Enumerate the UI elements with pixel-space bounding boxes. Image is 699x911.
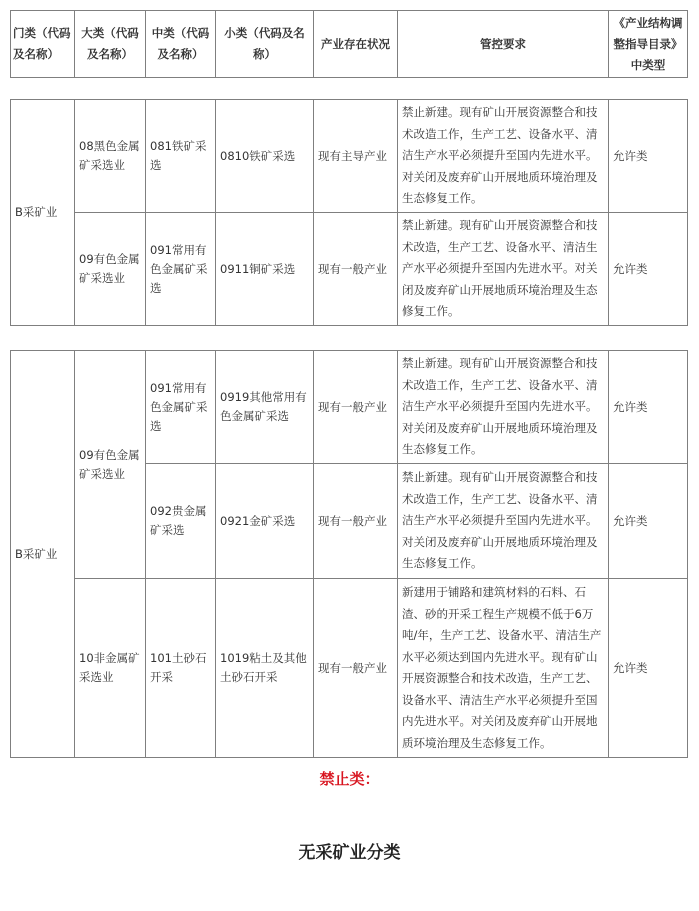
table-row [11, 579, 688, 758]
table-row [11, 213, 688, 326]
header-table [10, 10, 688, 78]
minor-class-cell: 1019粘土及其他土砂石开采 [216, 579, 314, 758]
table-row [11, 351, 688, 464]
requirement-cell: 禁止新建。现有矿山开展资源整合和技术改造工作，生产工艺、设备水平、清洁生产水平必须提升至国内先进水平。对关闭及废弃矿山开展地质环境治理及生态修复工作。 [398, 464, 609, 579]
requirement-cell: 禁止新建。现有矿山开展资源整合和技术改造工作，生产工艺、设备水平、清洁生产水平必须提升至国内先进水平。对关闭及废弃矿山开展地质环境治理及生态修复工作。 [398, 100, 609, 213]
status-cell: 现有一般产业 [314, 351, 398, 464]
forbidden-category-label: 禁止类： [319, 770, 380, 788]
major-class-cell: 08黑色金属矿采选业 [75, 100, 146, 213]
section-table-2 [10, 350, 688, 758]
catalog-type-cell: 允许类 [609, 464, 688, 579]
header-minor-class: 小类（代码及名称） [216, 11, 314, 78]
status-cell: 现有一般产业 [314, 579, 398, 758]
catalog-type-cell: 允许类 [609, 351, 688, 464]
section-table-1 [10, 99, 688, 326]
status-cell: 现有一般产业 [314, 464, 398, 579]
header-door-class: 门类（代码及名称） [11, 11, 75, 78]
header-industry-status: 产业存在状况 [314, 11, 398, 78]
requirement-cell: 禁止新建。现有矿山开展资源整合和技术改造，生产工艺、设备水平、清洁生产水平必须提升至国内先进水平。对关闭及废弃矿山开展地质环境治理及生态修复工作。 [398, 213, 609, 326]
header-catalog-type: 《产业结构调整指导目录》中类型 [609, 11, 688, 78]
door-class-cell: B采矿业 [11, 351, 75, 758]
medium-class-cell: 101土砂石开采 [146, 579, 216, 758]
minor-class-cell: 0810铁矿采选 [216, 100, 314, 213]
medium-class-cell: 092贵金属矿采选 [146, 464, 216, 579]
catalog-type-cell: 允许类 [609, 213, 688, 326]
major-class-cell: 09有色金属矿采选业 [75, 213, 146, 326]
status-cell: 现有主导产业 [314, 100, 398, 213]
medium-class-cell: 091常用有色金属矿采选 [146, 351, 216, 464]
requirement-cell: 新建用于铺路和建筑材料的石料、石渣、砂的开采工程生产规模不低于6万吨/年，生产工艺、设备水平、清洁生产水平必须达到国内先进水平。现有矿山开展资源整合和技术改造，生产工艺、设备水平、清洁生产水平必须提升至国内先进水平。对关闭及废弃矿山开展地质环境治理及生态修复工作。 [398, 579, 609, 758]
minor-class-cell: 0921金矿采选 [216, 464, 314, 579]
medium-class-cell: 091常用有色金属矿采选 [146, 213, 216, 326]
catalog-type-cell: 允许类 [609, 579, 688, 758]
status-cell: 现有一般产业 [314, 213, 398, 326]
header-row [11, 11, 688, 78]
medium-class-cell: 081铁矿采选 [146, 100, 216, 213]
catalog-type-cell: 允许类 [609, 100, 688, 213]
major-class-cell: 09有色金属矿采选业 [75, 351, 146, 579]
requirement-cell: 禁止新建。现有矿山开展资源整合和技术改造工作，生产工艺、设备水平、清洁生产水平必须提升至国内先进水平。对关闭及废弃矿山开展地质环境治理及生态修复工作。 [398, 351, 609, 464]
table-row [11, 100, 688, 213]
minor-class-cell: 0911铜矿采选 [216, 213, 314, 326]
header-medium-class: 中类（代码及名称） [146, 11, 216, 78]
header-control-requirement: 管控要求 [398, 11, 609, 78]
no-mining-title: 无采矿业分类 [298, 843, 401, 863]
header-major-class: 大类（代码及名称） [75, 11, 146, 78]
minor-class-cell: 0919其他常用有色金属矿采选 [216, 351, 314, 464]
major-class-cell: 10非金属矿采选业 [75, 579, 146, 758]
door-class-cell: B采矿业 [11, 100, 75, 326]
